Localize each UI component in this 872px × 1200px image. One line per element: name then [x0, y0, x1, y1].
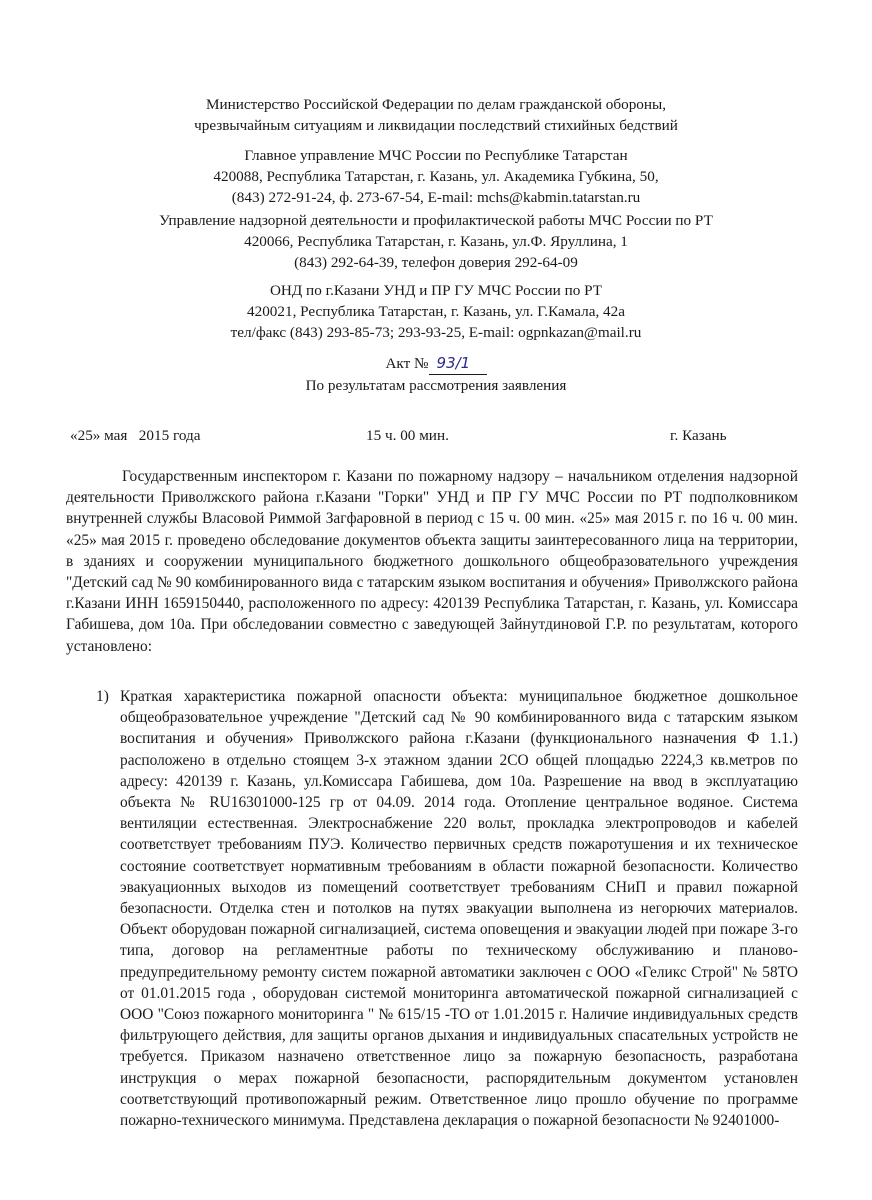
act-label: Акт №: [385, 355, 429, 372]
act-city: г. Казань: [670, 427, 727, 444]
ond-name: ОНД по г.Казани УНД и ПР ГУ МЧС России по РТ: [269, 282, 603, 299]
supervision-department-name: Управление надзорной деятельности и профилактической работы МЧС России по РТ: [159, 212, 713, 229]
item-1-paragraph: Краткая характеристика пожарной опасности объекта: муниципальное бюджетное дошкольное общеобразовательное учреждение "Детский сад № 90 комбинированного вида с татарским языком воспитания и обучения» Приволжского района г.Казани (функционального назначения Ф 1.1.) расположено в отдельно стоящем 3-х этажном здании 2СО общей площадью 2224,3 кв.метров по адресу: 420139 г. Казань, ул.Комиссара Габишева, дом 10а. Разрешение на ввод в эксплуатацию объекта № RU16301000-125 гр от 04.09. 2014 года. Отопление центральное водяное. Система вентиляции естественная. Электроснабжение 220 вольт, прокладка электропроводов и кабелей соответствует требованиям ПУЭ. Количество первичных средств пожаротушения и их техническое состояние соответствует нормативным требованиям в области пожарной безопасности. Количество эвакуационных выходов из помещений соответствует требованиям СНиП и правил пожарной безопасности. Отделка стен и потолков на путях эвакуации выполнена из негорючих материалов. Объект оборудован пожарной сигнализацией, система оповещения и эвакуации людей при пожаре 3-го типа, договор на регламентные работы по техническому обслуживанию и планово-предупредительному ремонту систем пожарной автоматики заключен с ООО «Геликс Строй" № 58ТО от 01.01.2015 года , оборудован системой мониторинга автоматической пожарной сигнализацией с ООО "Союз пожарного мониторинга " № 615/15 -ТО от 1.01.2015 г. Наличие индивидуальных средств фильтрующего действия, для защиты органов дыхания и индивидуальных спасательных устройств не требуется. Приказом назначено ответственное лицо за пожарную безопасность, разработана инструкция о мерах пожарной безопасности, распорядительным документом установлен соответствующий противопожарный режим. Ответственное лицо прошло обучение по программе пожарно-технического минимума. Представлена декларация о пожарной безопасности № 92401000-: [120, 688, 798, 1130]
main-directorate-name: Главное управление МЧС России по Республике Татарстан: [244, 147, 628, 164]
supervision-department-header: [60, 210, 812, 273]
supervision-department-contacts: (843) 292-64-39, телефон доверия 292-64-09: [294, 254, 578, 271]
ond-header: [60, 280, 812, 343]
main-directorate-header: [60, 145, 812, 208]
main-directorate-contacts: (843) 272-91-24, ф. 273-67-54, E-mail: mchs@kabmin.tatarstan.ru: [231, 189, 641, 206]
act-time: 15 ч. 00 мин.: [366, 427, 449, 444]
main-directorate-address: 420088, Республика Татарстан, г. Казань, ул. Академика Губкина, 50,: [213, 168, 659, 185]
act-subtitle: По результатам рассмотрения заявления: [305, 377, 567, 394]
act-number-handwritten: 93/1: [429, 353, 487, 375]
act-date: «25» мая 2015 года: [70, 427, 201, 444]
ond-address: 420021, Республика Татарстан, г. Казань, ул. Г.Камала, 42а: [247, 303, 625, 320]
ministry-line-2: чрезвычайным ситуациям и ликвидации последствий стихийных бедствий: [194, 117, 678, 134]
ministry-line-1: Министерство Российской Федерации по делам гражданской обороны,: [205, 96, 667, 113]
intro-paragraph: Государственным инспектором г. Казани по пожарному надзору – начальником отделения надзорной деятельности Приволжского района г.Казани "Горки" УНД и ПР ГУ МЧС России по РТ подполковником внутренней службы Власовой Риммой Загфаровной в период с 15 ч. 00 мин. «25» мая 2015 г. по 16 ч. 00 мин. «25» мая 2015 г. проведено обследование документов объекта защиты заинтересованного лица на территории, в зданиях и сооружении муниципального бюджетного дошкольного общеобразовательного учреждения "Детский сад № 90 комбинированного вида с татарским языком воспитания и обучения» Приволжского района г.Казани ИНН 1659150440, расположенного по адресу: 420139 Республика Татарстан, г. Казань, ул. Комиссара Габишева, дом 10а. При обследовании совместно с заведующей Зайнутдиновой Г.Р. по результатам, которого установлено:: [66, 468, 798, 655]
act-title-block: [60, 353, 812, 396]
item-1-marker: 1): [96, 688, 109, 705]
act-heading: [60, 353, 812, 375]
ministry-header: [60, 94, 812, 136]
ond-contacts: тел/факс (843) 293-85-73; 293-93-25, E-mail: ogpnkazan@mail.ru: [230, 324, 642, 341]
supervision-department-address: 420066, Республика Татарстан, г. Казань, ул.Ф. Яруллина, 1: [244, 233, 628, 250]
